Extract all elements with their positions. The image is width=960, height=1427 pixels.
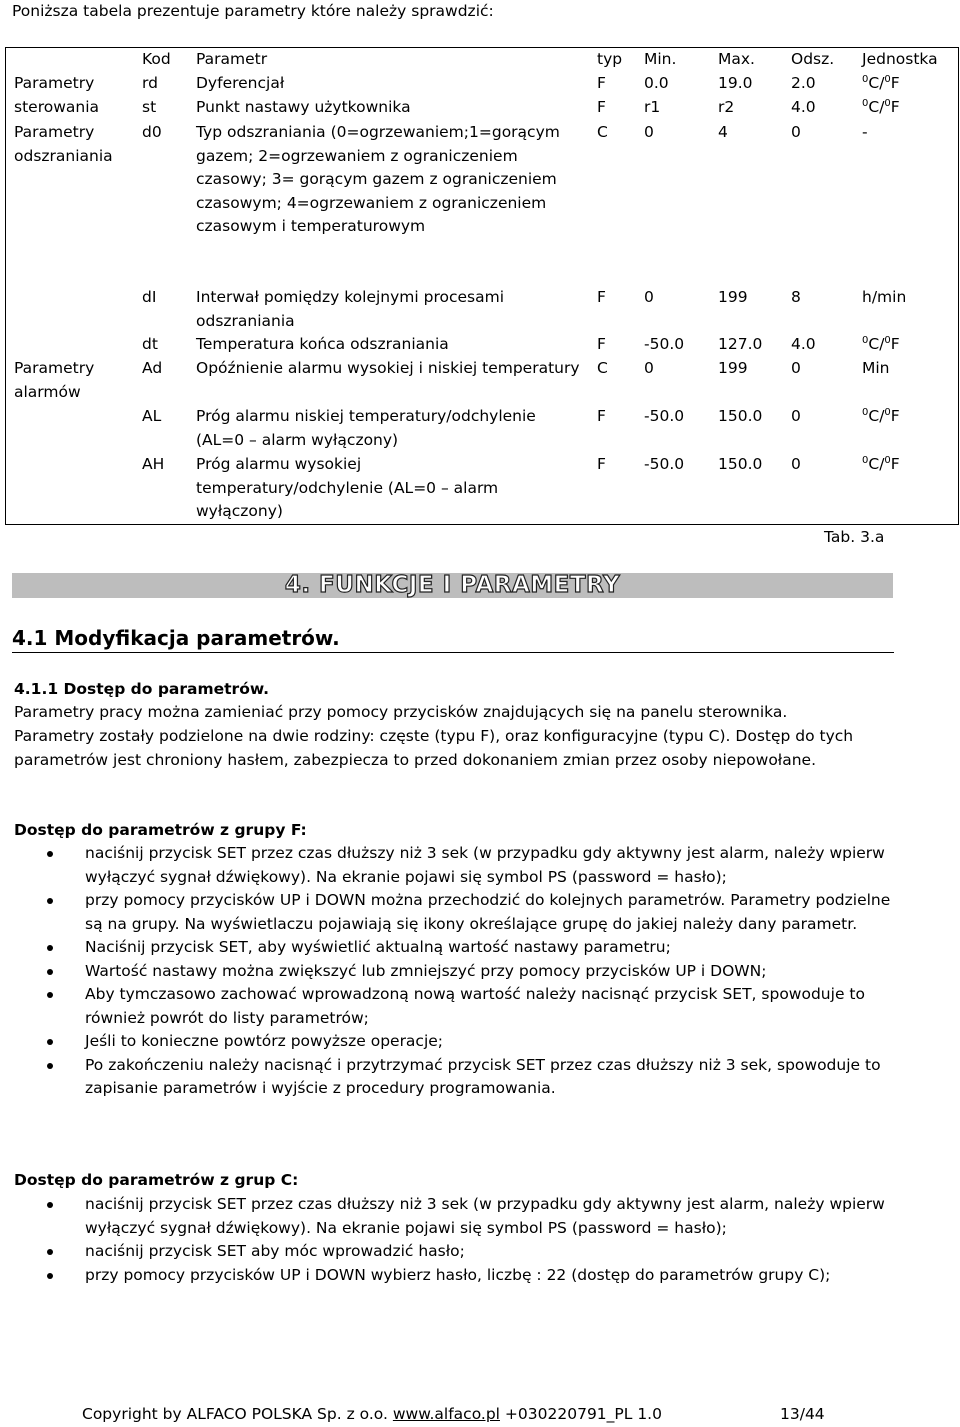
row-typ: F (597, 98, 606, 116)
row-kod: rd (142, 74, 158, 92)
row-typ: F (597, 288, 606, 306)
row-parametr: Opóźnienie alarmu wysokiej i niskiej temperatury (196, 359, 580, 377)
group-c-list (0, 1193, 900, 1287)
row-min: 0.0 (644, 74, 669, 92)
row-min: r1 (644, 98, 661, 116)
row-parametr: Próg alarmu wysokiej temperatury/odchylenie (AL=0 – alarm wyłączony) (196, 455, 499, 520)
header-odsz: Odsz. (791, 50, 835, 68)
row-kod: Ad (142, 359, 163, 377)
bullet-icon (47, 851, 53, 857)
list-item: naciśnij przycisk SET przez czas dłuższy niż 3 sek (w przypadku gdy aktywny jest alarm, należy wpierw wyłączyć sygnał dźwiękowy). Na ekranie pojawi się symbol PS (password = hasło); (0, 842, 900, 889)
row-parametr: Punkt nastawy użytkownika (196, 98, 411, 116)
parameter-table (5, 47, 959, 525)
group-c-heading: Dostęp do parametrów z grup C: (14, 1171, 299, 1189)
row-odsz: 0 (791, 359, 801, 377)
row-unit: $^0$C/$^0$F (862, 74, 900, 92)
bullet-icon (47, 1039, 53, 1045)
footer-doc: +030220791_PL 1.0 (504, 1405, 662, 1423)
row-max: 150.0 (718, 407, 763, 425)
list-item: naciśnij przycisk SET przez czas dłuższy niż 3 sek (w przypadku gdy aktywny jest alarm, należy wpierw wyłączyć sygnał dźwiękowy). Na ekranie pojawi się symbol PS (password = hasło); (0, 1193, 900, 1240)
row-odsz: 0 (791, 123, 801, 141)
header-parametr: Parametr (196, 50, 268, 68)
bullet-icon (47, 992, 53, 998)
heading-rule (12, 652, 894, 653)
group-label: alarmów (14, 383, 81, 401)
list-item: Wartość nastawy można zwiększyć lub zmniejszyć przy pomocy przycisków UP i DOWN; (0, 960, 900, 984)
row-unit: $^0$C/$^0$F (862, 335, 900, 353)
row-min: -50.0 (644, 407, 685, 425)
list-item: Jeśli to konieczne powtórz powyższe operacje; (0, 1030, 900, 1054)
row-max: 199 (718, 359, 748, 377)
bullet-icon (47, 1249, 53, 1255)
row-unit: $^0$C/$^0$F (862, 455, 900, 473)
bullet-icon (47, 1202, 53, 1208)
row-odsz: 0 (791, 455, 801, 473)
group-label: sterowania (14, 98, 100, 116)
row-parametr: Próg alarmu niskiej temperatury/odchylenie (AL=0 – alarm wyłączony) (196, 407, 536, 449)
row-max: 19.0 (718, 74, 753, 92)
footer-link[interactable]: www.alfaco.pl (392, 1405, 500, 1423)
section-heading: 4.1 Modyfikacja parametrów. (12, 626, 340, 650)
row-max: r2 (718, 98, 735, 116)
row-parametr: Interwał pomiędzy kolejnymi procesami odszraniania (196, 288, 505, 330)
page-number: 13/44 (780, 1405, 825, 1423)
paragraph: Parametry zostały podzielone na dwie rodziny: częste (typu F), oraz konfiguracyjne (typu C). Dostęp do tych parametrów jest chroniony hasłem, zabezpiecza to przed dokonaniem zmian przez osoby niepowołane. (14, 727, 854, 769)
group-label: Parametry (14, 359, 95, 377)
row-typ: C (597, 123, 608, 141)
row-unit: $^0$C/$^0$F (862, 407, 900, 425)
row-typ: F (597, 455, 606, 473)
row-odsz: 8 (791, 288, 801, 306)
row-odsz: 4.0 (791, 335, 816, 353)
list-item: Aby tymczasowo zachować wprowadzoną nową wartość należy nacisnąć przycisk SET, spowoduje to również powrót do listy parametrów; (0, 983, 900, 1030)
group-f-list (0, 842, 900, 1101)
list-item: przy pomocy przycisków UP i DOWN wybierz hasło, liczbę : 22 (dostęp do parametrów grupy C); (0, 1264, 900, 1288)
intro-text: Poniższa tabela prezentuje parametry które należy sprawdzić: (12, 2, 494, 20)
row-kod: dI (142, 288, 157, 306)
bullet-icon (47, 969, 53, 975)
row-typ: F (597, 407, 606, 425)
group-label: odszraniania (14, 147, 113, 165)
group-f-heading: Dostęp do parametrów z grupy F: (14, 821, 307, 839)
row-kod: AL (142, 407, 162, 425)
row-kod: st (142, 98, 157, 116)
row-kod: d0 (142, 123, 162, 141)
header-kod: Kod (142, 50, 171, 68)
paragraph: Parametry pracy można zamieniać przy pomocy przycisków znajdujących się na panelu sterownika. (14, 703, 788, 721)
row-max: 150.0 (718, 455, 763, 473)
row-max: 4 (718, 123, 728, 141)
row-min: -50.0 (644, 455, 685, 473)
subsection-heading: 4.1.1 Dostęp do parametrów. (14, 680, 270, 698)
row-odsz: 4.0 (791, 98, 816, 116)
group-label: Parametry (14, 74, 95, 92)
row-odsz: 2.0 (791, 74, 816, 92)
list-item: Naciśnij przycisk SET, aby wyświetlić aktualną wartość nastawy parametru; (0, 936, 900, 960)
row-min: -50.0 (644, 335, 685, 353)
row-odsz: 0 (791, 407, 801, 425)
row-parametr: Dyferencjał (196, 74, 285, 92)
group-label: Parametry (14, 123, 95, 141)
row-typ: C (597, 359, 608, 377)
footer (82, 1403, 662, 1427)
section-banner: 4. FUNKCJE I PARAMETRY (12, 573, 893, 598)
list-item: naciśnij przycisk SET aby móc wprowadzić hasło; (0, 1240, 900, 1264)
row-min: 0 (644, 288, 654, 306)
row-min: 0 (644, 359, 654, 377)
row-parametr: Typ odszraniania (0=ogrzewaniem;1=gorącym gazem; 2=ogrzewaniem z ograniczeniem czasowy; 3= gorącym gazem z ograniczeniem czasowym; 4=ogrzewaniem z ograniczeniem czasowym i temperaturowym (196, 123, 560, 235)
row-min: 0 (644, 123, 654, 141)
header-max: Max. (718, 50, 755, 68)
row-unit: h/min (862, 288, 907, 306)
row-max: 199 (718, 288, 748, 306)
header-min: Min. (644, 50, 677, 68)
row-parametr: Temperatura końca odszraniania (196, 335, 449, 353)
row-unit: - (862, 123, 868, 141)
row-unit: $^0$C/$^0$F (862, 98, 900, 116)
row-typ: F (597, 335, 606, 353)
row-typ: F (597, 74, 606, 92)
row-kod: dt (142, 335, 158, 353)
bullet-icon (47, 945, 53, 951)
row-max: 127.0 (718, 335, 763, 353)
list-item: Po zakończeniu należy nacisnąć i przytrzymać przycisk SET przez czas dłuższy niż 3 sek, spowoduje to zapisanie parametrów i wyjście z procedury programowania. (0, 1054, 900, 1101)
list-item: przy pomocy przycisków UP i DOWN można przechodzić do kolejnych parametrów. Parametry podzielne są na grupy. Na wyświetlaczu pojawiają się ikony określające grupę do jakiej należy dany parametr. (0, 889, 900, 936)
footer-copyright: Copyright by ALFACO POLSKA Sp. z o.o. (82, 1405, 388, 1423)
header-jednostka: Jednostka (862, 50, 938, 68)
bullet-icon (47, 1063, 53, 1069)
row-unit: Min (862, 359, 890, 377)
bullet-icon (47, 898, 53, 904)
bullet-icon (47, 1273, 53, 1279)
header-typ: typ (597, 50, 623, 68)
row-kod: AH (142, 455, 165, 473)
table-caption: Tab. 3.a (824, 528, 885, 546)
